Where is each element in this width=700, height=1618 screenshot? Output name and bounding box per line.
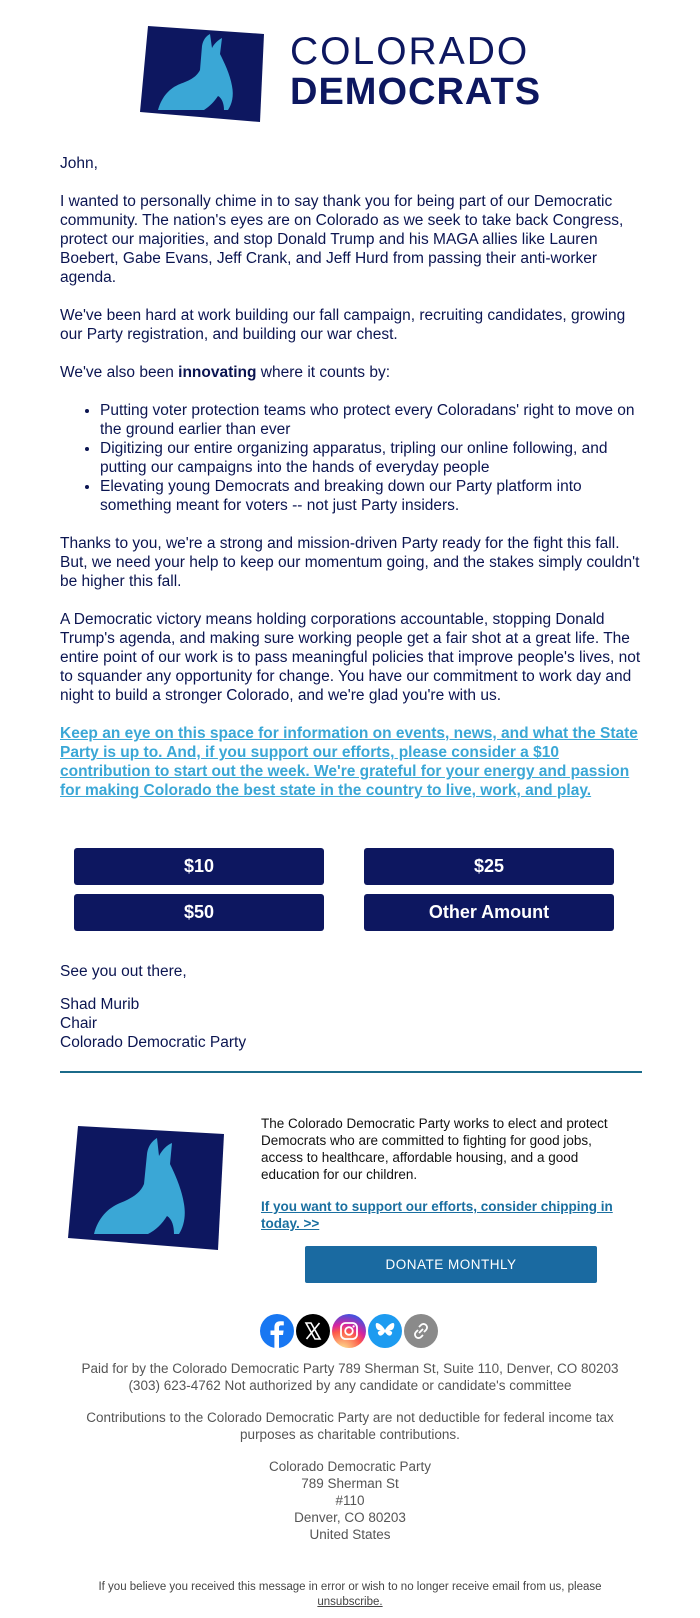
- colorado-democrats-logo[interactable]: [140, 26, 560, 126]
- cta-paragraph: [60, 724, 645, 800]
- logo-line-colorado: COLORADO: [290, 30, 530, 73]
- innovation-list: [60, 401, 645, 515]
- facebook-icon[interactable]: [260, 1314, 294, 1348]
- innovating-pre: We've also been: [60, 364, 179, 381]
- paragraph-victory: A Democratic victory means holding corporations accountable, stopping Donald Trump's agenda, and making sure working people get a fair shot at a great life. The entire point of our work is to pass meaningful policies that improve people's lives, not to squander any opportunity for change. You have our commitment to work day and night to build a stronger Colorado, and we're glad you're with us.: [60, 611, 641, 704]
- unsubscribe-text: If you believe you received this message in error or wish to no longer receive email from us, please: [98, 1581, 602, 1593]
- address-line: United States: [309, 1527, 391, 1542]
- donate-10-button[interactable]: $10: [74, 848, 324, 885]
- donkey-emblem-icon: [68, 1126, 228, 1250]
- paragraph-innovating: [60, 363, 645, 382]
- paragraph-hard-at-work: We've been hard at work building our fall campaign, recruiting candidates, growing our Party registration, and building our war chest.: [60, 307, 626, 343]
- footer-support-link[interactable]: If you want to support our efforts, consider chipping in today. >>: [261, 1199, 613, 1231]
- donate-other-amount-button[interactable]: Other Amount: [364, 894, 614, 931]
- bluesky-icon[interactable]: [368, 1314, 402, 1348]
- paid-for-line-2: (303) 623-4762 Not authorized by any candidate or candidate's committee: [128, 1378, 572, 1393]
- greeting: John,: [60, 155, 98, 172]
- signer-org: Colorado Democratic Party: [60, 1034, 247, 1051]
- unsubscribe-link[interactable]: unsubscribe.: [317, 1596, 383, 1608]
- unsubscribe-notice: [60, 1580, 640, 1610]
- paid-for-line-1: Paid for by the Colorado Democratic Party 789 Sherman St, Suite 110, Denver, CO 80203: [81, 1361, 619, 1376]
- donate-50-button[interactable]: $50: [74, 894, 324, 931]
- cta-donate-link[interactable]: Keep an eye on this space for information on events, news, and what the State Party is up to. And, if you support our efforts, please consider a $10 contribution to start out the week. We're grateful for your energy and passion for making Colorado the best state in the country to live, work, and play.: [60, 725, 638, 799]
- donate-monthly-button[interactable]: DONATE MONTHLY: [305, 1246, 597, 1283]
- divider: [60, 1071, 642, 1073]
- innovating-post: where it counts by:: [256, 364, 391, 381]
- footer-about: The Colorado Democratic Party works to elect and protect Democrats who are committed to fighting for good jobs, access to healthcare, affordable housing, and a good education for our children.: [261, 1116, 608, 1182]
- signoff: [60, 962, 645, 1052]
- list-item: • Elevating young Democrats and breaking down our Party platform into something meant for voters -- not just Party insiders.: [100, 477, 645, 515]
- signer-name: Shad Murib: [60, 996, 140, 1013]
- paid-for-disclaimer: [40, 1360, 660, 1394]
- logo-line-democrats: DEMOCRATS: [290, 71, 542, 113]
- footer-logo[interactable]: [68, 1126, 228, 1255]
- tax-line-1: Contributions to the Colorado Democratic Party are not deductible for federal income tax: [86, 1410, 614, 1425]
- tax-disclaimer: [40, 1409, 660, 1443]
- paragraph-momentum: Thanks to you, we're a strong and mission-driven Party ready for the fight this fall. But, we need your help to keep our momentum going, and the stakes simply couldn't be higher this fall.: [60, 535, 640, 590]
- signer-title: Chair: [60, 1015, 98, 1032]
- paragraph-thank-you: I wanted to personally chime in to say thank you for being part of our Democratic community. The nation's eyes are on Colorado as we seek to take back Congress, protect our majorities, and stop Donald Trump and his MAGA allies like Lauren Boebert, Gabe Evans, Jeff Crank, and Jeff Hurd from passing their anti-worker agenda.: [60, 193, 624, 286]
- address-line: #110: [335, 1493, 365, 1508]
- innovating-bold: innovating: [178, 364, 257, 381]
- list-item: • Digitizing our entire organizing apparatus, tripling our online following, and putting our campaigns into the hands of everyday people: [100, 439, 645, 477]
- email-body: [60, 154, 645, 819]
- x-icon[interactable]: [296, 1314, 330, 1348]
- list-item: • Putting voter protection teams who protect every Coloradans' right to move on the ground earlier than ever: [100, 401, 645, 439]
- logo-wordmark: [290, 32, 541, 112]
- tax-line-2: purposes as charitable contributions.: [240, 1427, 460, 1442]
- address-line: Denver, CO 80203: [294, 1510, 406, 1525]
- link-icon[interactable]: [404, 1314, 438, 1348]
- donate-25-button[interactable]: $25: [364, 848, 614, 885]
- instagram-icon[interactable]: [332, 1314, 366, 1348]
- donkey-emblem-icon: [140, 26, 270, 126]
- address-line: Colorado Democratic Party: [268, 1459, 432, 1474]
- mailing-address: [40, 1458, 660, 1543]
- address-line: 789 Sherman St: [301, 1476, 399, 1491]
- signoff-line: See you out there,: [60, 963, 187, 980]
